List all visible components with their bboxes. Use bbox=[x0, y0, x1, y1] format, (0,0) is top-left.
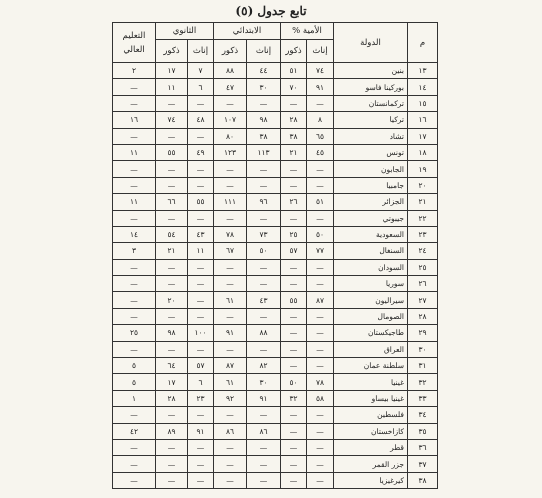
header-primary-male: ذكور bbox=[214, 40, 247, 63]
cell-secondary-female: — bbox=[188, 128, 214, 144]
cell-secondary-female: ٦ bbox=[188, 374, 214, 390]
cell-secondary-female: — bbox=[188, 210, 214, 226]
cell-illiteracy-female: ٦٥ bbox=[307, 128, 334, 144]
table-row bbox=[113, 292, 438, 308]
cell-illiteracy-female: — bbox=[307, 259, 334, 275]
cell-secondary-male: — bbox=[156, 210, 188, 226]
cell-secondary-female: ١٠٠ bbox=[188, 325, 214, 341]
table-row bbox=[113, 128, 438, 144]
header-higher: التعليم العالي bbox=[113, 23, 156, 63]
cell-primary-female: — bbox=[247, 472, 281, 488]
cell-illiteracy-female: — bbox=[307, 95, 334, 111]
cell-primary-male: ٤٧ bbox=[214, 79, 247, 95]
education-table bbox=[112, 22, 438, 489]
cell-primary-female: — bbox=[247, 95, 281, 111]
country-name: سوريا bbox=[334, 276, 408, 292]
cell-illiteracy-male: ٢٨ bbox=[281, 112, 307, 128]
cell-illiteracy-female: — bbox=[307, 439, 334, 455]
row-number: ١٦ bbox=[408, 112, 438, 128]
header-primary-female: إناث bbox=[247, 40, 281, 63]
cell-primary-male: ٩٢ bbox=[214, 390, 247, 406]
table-row bbox=[113, 177, 438, 193]
table-row bbox=[113, 243, 438, 259]
country-name: الجزائر bbox=[334, 194, 408, 210]
cell-secondary-male: ٢٨ bbox=[156, 390, 188, 406]
cell-secondary-female: — bbox=[188, 161, 214, 177]
cell-higher-education: ١١ bbox=[113, 144, 156, 160]
cell-illiteracy-male: — bbox=[281, 358, 307, 374]
row-number: ٢٤ bbox=[408, 243, 438, 259]
cell-higher-education: — bbox=[113, 456, 156, 472]
cell-secondary-male: ٢٠ bbox=[156, 292, 188, 308]
table-row bbox=[113, 358, 438, 374]
cell-primary-female: — bbox=[247, 259, 281, 275]
cell-secondary-male: — bbox=[156, 161, 188, 177]
cell-primary-female: ٤٣ bbox=[247, 292, 281, 308]
country-name: جيبوتي bbox=[334, 210, 408, 226]
country-name: تشاد bbox=[334, 128, 408, 144]
cell-higher-education: — bbox=[113, 259, 156, 275]
cell-illiteracy-female: — bbox=[307, 161, 334, 177]
cell-illiteracy-female: ٤٥ bbox=[307, 144, 334, 160]
table-row bbox=[113, 79, 438, 95]
cell-higher-education: — bbox=[113, 439, 156, 455]
cell-secondary-female: ٩١ bbox=[188, 423, 214, 439]
row-number: ٢٥ bbox=[408, 259, 438, 275]
cell-illiteracy-male: — bbox=[281, 423, 307, 439]
cell-illiteracy-female: — bbox=[307, 341, 334, 357]
cell-higher-education: — bbox=[113, 210, 156, 226]
cell-illiteracy-female: ٨ bbox=[307, 112, 334, 128]
cell-primary-female: ٣٠ bbox=[247, 79, 281, 95]
table-row bbox=[113, 161, 438, 177]
cell-secondary-female: — bbox=[188, 472, 214, 488]
table-caption: تابع جدول (٥) bbox=[235, 4, 307, 18]
table-row bbox=[113, 407, 438, 423]
row-number: ١٥ bbox=[408, 95, 438, 111]
cell-illiteracy-male: ٢٦ bbox=[281, 194, 307, 210]
cell-primary-male: — bbox=[214, 259, 247, 275]
cell-secondary-female: ٤٣ bbox=[188, 226, 214, 242]
cell-secondary-male: ٥٥ bbox=[156, 144, 188, 160]
country-name: العراق bbox=[334, 341, 408, 357]
cell-secondary-male: — bbox=[156, 128, 188, 144]
table-row bbox=[113, 390, 438, 406]
cell-primary-female: — bbox=[247, 439, 281, 455]
cell-secondary-female: — bbox=[188, 292, 214, 308]
cell-illiteracy-female: ٥٠ bbox=[307, 226, 334, 242]
cell-illiteracy-male: — bbox=[281, 341, 307, 357]
cell-illiteracy-female: ٧٧ bbox=[307, 243, 334, 259]
table-row bbox=[113, 308, 438, 324]
cell-primary-female: ٩٨ bbox=[247, 112, 281, 128]
cell-primary-male: ٨٦ bbox=[214, 423, 247, 439]
cell-secondary-male: — bbox=[156, 407, 188, 423]
row-number: ٢٢ bbox=[408, 210, 438, 226]
cell-higher-education: ٣ bbox=[113, 243, 156, 259]
cell-primary-male: — bbox=[214, 341, 247, 357]
cell-higher-education: — bbox=[113, 407, 156, 423]
cell-higher-education: — bbox=[113, 341, 156, 357]
cell-illiteracy-female: ٧٤ bbox=[307, 63, 334, 79]
header-country: الدولة bbox=[334, 23, 408, 63]
cell-secondary-male: ٦٦ bbox=[156, 194, 188, 210]
row-number: ١٤ bbox=[408, 79, 438, 95]
row-number: ٢٧ bbox=[408, 292, 438, 308]
cell-illiteracy-female: — bbox=[307, 308, 334, 324]
row-number: ٢٩ bbox=[408, 325, 438, 341]
cell-primary-male: ١٢٣ bbox=[214, 144, 247, 160]
cell-primary-male: — bbox=[214, 177, 247, 193]
cell-primary-male: ٨٧ bbox=[214, 358, 247, 374]
header-primary: الابتدائي bbox=[214, 23, 281, 40]
header-illiteracy-female: إناث bbox=[307, 40, 334, 63]
header-num: م bbox=[408, 23, 438, 63]
table-row bbox=[113, 226, 438, 242]
table-row bbox=[113, 456, 438, 472]
country-name: جامبيا bbox=[334, 177, 408, 193]
table-row bbox=[113, 112, 438, 128]
country-name: كازاخستان bbox=[334, 423, 408, 439]
row-number: ٣٣ bbox=[408, 390, 438, 406]
cell-secondary-female: ٥٥ bbox=[188, 194, 214, 210]
table-row bbox=[113, 325, 438, 341]
cell-primary-male: — bbox=[214, 407, 247, 423]
cell-illiteracy-female: — bbox=[307, 472, 334, 488]
row-number: ١٧ bbox=[408, 128, 438, 144]
cell-secondary-female: ٢٣ bbox=[188, 390, 214, 406]
table-row bbox=[113, 259, 438, 275]
row-number: ٣٧ bbox=[408, 456, 438, 472]
header-illiteracy: الأمية % bbox=[281, 23, 334, 40]
cell-secondary-female: ٤٩ bbox=[188, 144, 214, 160]
cell-higher-education: ١١ bbox=[113, 194, 156, 210]
cell-secondary-male: ١٧ bbox=[156, 374, 188, 390]
cell-secondary-male: ٢١ bbox=[156, 243, 188, 259]
cell-higher-education: ١٤ bbox=[113, 226, 156, 242]
cell-illiteracy-male: ٣٢ bbox=[281, 390, 307, 406]
table-row bbox=[113, 374, 438, 390]
cell-higher-education: ١٦ bbox=[113, 112, 156, 128]
cell-secondary-male: ٥٤ bbox=[156, 226, 188, 242]
cell-illiteracy-male: — bbox=[281, 407, 307, 423]
header-secondary-female: إناث bbox=[188, 40, 214, 63]
row-number: ٢٨ bbox=[408, 308, 438, 324]
cell-illiteracy-male: — bbox=[281, 95, 307, 111]
row-number: ٢٠ bbox=[408, 177, 438, 193]
cell-higher-education: — bbox=[113, 79, 156, 95]
cell-illiteracy-male: ٣٨ bbox=[281, 128, 307, 144]
row-number: ٣٠ bbox=[408, 341, 438, 357]
cell-primary-female: — bbox=[247, 341, 281, 357]
cell-illiteracy-female: ٥٨ bbox=[307, 390, 334, 406]
country-name: غينيا bbox=[334, 374, 408, 390]
country-name: جزر القمر bbox=[334, 456, 408, 472]
cell-illiteracy-male: — bbox=[281, 456, 307, 472]
table-row bbox=[113, 95, 438, 111]
cell-secondary-female: — bbox=[188, 308, 214, 324]
row-number: ٣٤ bbox=[408, 407, 438, 423]
cell-primary-male: — bbox=[214, 276, 247, 292]
cell-primary-male: ٦١ bbox=[214, 292, 247, 308]
row-number: ٢٣ bbox=[408, 226, 438, 242]
cell-secondary-female: — bbox=[188, 341, 214, 357]
cell-secondary-male: — bbox=[156, 439, 188, 455]
country-name: الجابون bbox=[334, 161, 408, 177]
cell-secondary-male: — bbox=[156, 276, 188, 292]
country-name: الصومال bbox=[334, 308, 408, 324]
cell-primary-male: — bbox=[214, 210, 247, 226]
cell-illiteracy-female: ٨٧ bbox=[307, 292, 334, 308]
country-name: بنين bbox=[334, 63, 408, 79]
cell-primary-female: ٩١ bbox=[247, 390, 281, 406]
table-row bbox=[113, 144, 438, 160]
country-name: السودان bbox=[334, 259, 408, 275]
row-number: ٣٥ bbox=[408, 423, 438, 439]
table-row bbox=[113, 472, 438, 488]
row-number: ١٨ bbox=[408, 144, 438, 160]
country-name: تونس bbox=[334, 144, 408, 160]
cell-secondary-male: ٩٨ bbox=[156, 325, 188, 341]
cell-primary-female: — bbox=[247, 177, 281, 193]
cell-primary-male: ٦٧ bbox=[214, 243, 247, 259]
cell-primary-female: — bbox=[247, 407, 281, 423]
cell-primary-female: ٨٨ bbox=[247, 325, 281, 341]
cell-illiteracy-male: — bbox=[281, 161, 307, 177]
cell-secondary-female: — bbox=[188, 95, 214, 111]
cell-secondary-male: ١١ bbox=[156, 79, 188, 95]
cell-illiteracy-male: — bbox=[281, 439, 307, 455]
cell-primary-male: ٩١ bbox=[214, 325, 247, 341]
cell-primary-female: ٧٣ bbox=[247, 226, 281, 242]
cell-higher-education: — bbox=[113, 472, 156, 488]
cell-secondary-female: ٤٨ bbox=[188, 112, 214, 128]
country-name: سلطنة عمان bbox=[334, 358, 408, 374]
cell-primary-female: — bbox=[247, 456, 281, 472]
cell-secondary-female: ٦ bbox=[188, 79, 214, 95]
table-row bbox=[113, 194, 438, 210]
cell-primary-male: ٦١ bbox=[214, 374, 247, 390]
cell-higher-education: — bbox=[113, 292, 156, 308]
cell-secondary-male: — bbox=[156, 259, 188, 275]
row-number: ١٣ bbox=[408, 63, 438, 79]
header-secondary-male: ذكور bbox=[156, 40, 188, 63]
cell-illiteracy-female: — bbox=[307, 423, 334, 439]
cell-illiteracy-female: — bbox=[307, 358, 334, 374]
cell-primary-male: — bbox=[214, 95, 247, 111]
row-number: ٣٦ bbox=[408, 439, 438, 455]
cell-illiteracy-male: — bbox=[281, 325, 307, 341]
country-name: كيرغيزيا bbox=[334, 472, 408, 488]
cell-secondary-male: — bbox=[156, 341, 188, 357]
cell-primary-female: — bbox=[247, 276, 281, 292]
cell-illiteracy-male: — bbox=[281, 210, 307, 226]
cell-illiteracy-male: — bbox=[281, 276, 307, 292]
cell-illiteracy-male: — bbox=[281, 177, 307, 193]
cell-primary-female: ٤٤ bbox=[247, 63, 281, 79]
table-row bbox=[113, 276, 438, 292]
cell-primary-male: ١٠٧ bbox=[214, 112, 247, 128]
cell-illiteracy-female: — bbox=[307, 407, 334, 423]
country-name: قطر bbox=[334, 439, 408, 455]
cell-secondary-male: — bbox=[156, 456, 188, 472]
cell-higher-education: ٤٢ bbox=[113, 423, 156, 439]
cell-higher-education: ١ bbox=[113, 390, 156, 406]
cell-higher-education: — bbox=[113, 161, 156, 177]
cell-primary-female: ١١٣ bbox=[247, 144, 281, 160]
cell-illiteracy-male: — bbox=[281, 472, 307, 488]
cell-secondary-male: — bbox=[156, 95, 188, 111]
cell-higher-education: ٥ bbox=[113, 374, 156, 390]
country-name: طاجيكستان bbox=[334, 325, 408, 341]
cell-illiteracy-male: ٧٠ bbox=[281, 79, 307, 95]
cell-illiteracy-male: ٥٥ bbox=[281, 292, 307, 308]
cell-primary-male: ٨٠ bbox=[214, 128, 247, 144]
row-number: ١٩ bbox=[408, 161, 438, 177]
table-row bbox=[113, 210, 438, 226]
cell-secondary-male: ٨٩ bbox=[156, 423, 188, 439]
cell-secondary-male: — bbox=[156, 308, 188, 324]
header-illiteracy-male: ذكور bbox=[281, 40, 307, 63]
cell-primary-female: ٨٢ bbox=[247, 358, 281, 374]
cell-secondary-female: — bbox=[188, 259, 214, 275]
cell-higher-education: ٢٥ bbox=[113, 325, 156, 341]
cell-illiteracy-female: — bbox=[307, 210, 334, 226]
cell-secondary-female: ٥٧ bbox=[188, 358, 214, 374]
cell-primary-female: — bbox=[247, 161, 281, 177]
cell-primary-male: — bbox=[214, 161, 247, 177]
row-number: ٣١ bbox=[408, 358, 438, 374]
cell-secondary-male: — bbox=[156, 177, 188, 193]
cell-illiteracy-male: ٥٠ bbox=[281, 374, 307, 390]
table-row bbox=[113, 341, 438, 357]
cell-secondary-female: — bbox=[188, 439, 214, 455]
cell-illiteracy-male: ٥٧ bbox=[281, 243, 307, 259]
cell-secondary-male: ١٧ bbox=[156, 63, 188, 79]
country-name: تركيا bbox=[334, 112, 408, 128]
country-name: بوركينا فاسو bbox=[334, 79, 408, 95]
table-row bbox=[113, 439, 438, 455]
cell-higher-education: ٢ bbox=[113, 63, 156, 79]
cell-illiteracy-male: — bbox=[281, 259, 307, 275]
cell-illiteracy-female: ٩١ bbox=[307, 79, 334, 95]
country-name: غينيا بيساو bbox=[334, 390, 408, 406]
cell-secondary-male: ٦٤ bbox=[156, 358, 188, 374]
cell-higher-education: — bbox=[113, 276, 156, 292]
cell-illiteracy-female: — bbox=[307, 456, 334, 472]
country-name: تركمانستان bbox=[334, 95, 408, 111]
cell-illiteracy-male: — bbox=[281, 308, 307, 324]
country-name: فلسطين bbox=[334, 407, 408, 423]
cell-primary-male: — bbox=[214, 472, 247, 488]
table-row bbox=[113, 423, 438, 439]
country-name: سيراليون bbox=[334, 292, 408, 308]
cell-higher-education: — bbox=[113, 308, 156, 324]
cell-secondary-female: — bbox=[188, 407, 214, 423]
country-name: السنغال bbox=[334, 243, 408, 259]
cell-primary-male: — bbox=[214, 308, 247, 324]
cell-illiteracy-female: — bbox=[307, 276, 334, 292]
cell-primary-female: — bbox=[247, 308, 281, 324]
cell-illiteracy-male: ٥١ bbox=[281, 63, 307, 79]
cell-primary-male: ٨٨ bbox=[214, 63, 247, 79]
cell-primary-male: — bbox=[214, 456, 247, 472]
cell-illiteracy-female: — bbox=[307, 177, 334, 193]
cell-secondary-male: ٧٤ bbox=[156, 112, 188, 128]
cell-secondary-female: ١١ bbox=[188, 243, 214, 259]
row-number: ٢٦ bbox=[408, 276, 438, 292]
row-number: ٣٢ bbox=[408, 374, 438, 390]
cell-higher-education: — bbox=[113, 128, 156, 144]
cell-illiteracy-male: ٢١ bbox=[281, 144, 307, 160]
cell-higher-education: ٥ bbox=[113, 358, 156, 374]
cell-primary-female: ٨٦ bbox=[247, 423, 281, 439]
row-number: ٢١ bbox=[408, 194, 438, 210]
cell-illiteracy-female: ٥١ bbox=[307, 194, 334, 210]
header-secondary: الثانوي bbox=[156, 23, 214, 40]
cell-secondary-female: ٧ bbox=[188, 63, 214, 79]
table-row bbox=[113, 63, 438, 79]
cell-primary-male: — bbox=[214, 439, 247, 455]
cell-higher-education: — bbox=[113, 177, 156, 193]
table-body bbox=[113, 63, 438, 489]
cell-primary-male: ١١١ bbox=[214, 194, 247, 210]
cell-illiteracy-female: — bbox=[307, 325, 334, 341]
cell-primary-male: ٧٨ bbox=[214, 226, 247, 242]
country-name: السعودية bbox=[334, 226, 408, 242]
cell-secondary-female: — bbox=[188, 456, 214, 472]
cell-primary-female: ٣٨ bbox=[247, 128, 281, 144]
cell-illiteracy-female: ٧٨ bbox=[307, 374, 334, 390]
cell-primary-female: — bbox=[247, 210, 281, 226]
cell-secondary-female: — bbox=[188, 276, 214, 292]
row-number: ٣٨ bbox=[408, 472, 438, 488]
cell-primary-female: ٣٠ bbox=[247, 374, 281, 390]
cell-illiteracy-male: ٢٥ bbox=[281, 226, 307, 242]
cell-higher-education: — bbox=[113, 95, 156, 111]
cell-secondary-male: — bbox=[156, 472, 188, 488]
cell-primary-female: ٩٦ bbox=[247, 194, 281, 210]
cell-secondary-female: — bbox=[188, 177, 214, 193]
cell-primary-female: ٥٠ bbox=[247, 243, 281, 259]
